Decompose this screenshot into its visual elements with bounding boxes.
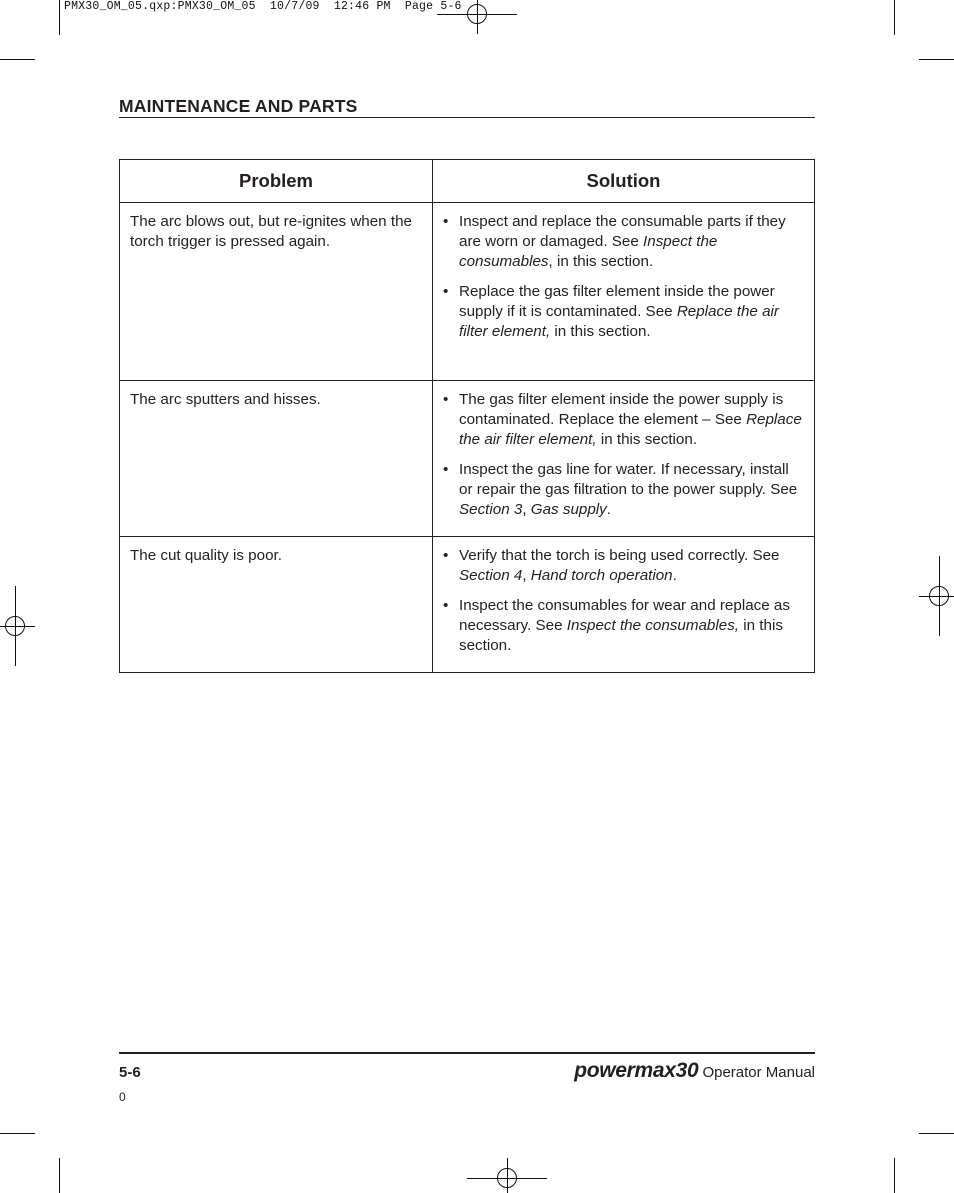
- solution-cell: [433, 203, 815, 381]
- registration-line: [477, 0, 478, 34]
- footer-rule: [119, 1052, 815, 1054]
- brand-footer: [574, 1059, 815, 1083]
- problem-cell: The cut quality is poor.: [120, 537, 433, 673]
- solution-item: • The gas filter element inside the power supply is contaminated. Replace the element – See Replace the air filter element, in this section.: [443, 390, 804, 450]
- title-rule: [119, 117, 815, 118]
- cross-reference: Gas supply: [530, 501, 607, 518]
- crop-mark: [894, 1158, 895, 1193]
- solution-item: • Replace the gas filter element inside the power supply if it is contaminated. See Replace the air filter element, in this section.: [443, 282, 804, 342]
- registration-line: [919, 596, 954, 597]
- table-row: [120, 381, 815, 537]
- cross-reference: Inspect the consumables: [459, 233, 718, 270]
- registration-line: [939, 556, 940, 636]
- crop-mark: [0, 1133, 35, 1134]
- brand-text: Operator Manual: [702, 1064, 815, 1081]
- solution-list: [443, 546, 804, 656]
- page-number: 5-6: [119, 1064, 141, 1081]
- table-header-row: [120, 160, 815, 203]
- section-title: MAINTENANCE AND PARTS: [119, 96, 358, 116]
- problem-cell: The arc blows out, but re-ignites when the torch trigger is pressed again.: [120, 203, 433, 381]
- print-slug: PMX30_OM_05.qxp:PMX30_OM_05 10/7/09 12:46 PM Page 5-6: [64, 0, 462, 13]
- crop-mark: [894, 0, 895, 35]
- crop-mark: [59, 1158, 60, 1193]
- problem-cell: The arc sputters and hisses.: [120, 381, 433, 537]
- solution-list: [443, 212, 804, 342]
- crop-mark: [919, 59, 954, 60]
- crop-mark: [59, 0, 60, 35]
- solution-item: • Verify that the torch is being used correctly. See Section 4, Hand torch operation.: [443, 546, 804, 586]
- solution-header: Solution: [433, 160, 815, 203]
- cross-reference: Section 3: [459, 501, 523, 518]
- table-row: [120, 537, 815, 673]
- cross-reference: Section 4: [459, 567, 523, 584]
- cross-reference: Inspect the consumables,: [566, 617, 740, 634]
- table-row: [120, 203, 815, 381]
- solution-item: • Inspect the gas line for water. If necessary, install or repair the gas filtration to the power supply. See Section 3, Gas supply.: [443, 460, 804, 520]
- crop-mark: [919, 1133, 954, 1134]
- cross-reference: Hand torch operation: [530, 567, 673, 584]
- solution-list: [443, 390, 804, 520]
- troubleshooting-table: [119, 159, 815, 673]
- cross-reference: Replace the air filter element,: [459, 303, 779, 340]
- problem-header: Problem: [120, 160, 433, 203]
- solution-item: • Inspect and replace the consumable parts if they are worn or damaged. See Inspect the consumables, in this section.: [443, 212, 804, 272]
- registration-line: [15, 586, 16, 666]
- registration-line: [0, 626, 35, 627]
- cross-reference: Replace the air filter element,: [459, 411, 802, 448]
- small-note: 0: [119, 1090, 126, 1104]
- brand-logo: powermax30: [574, 1059, 699, 1082]
- crop-mark: [0, 59, 35, 60]
- solution-cell: [433, 381, 815, 537]
- solution-cell: [433, 537, 815, 673]
- registration-line: [507, 1158, 508, 1193]
- solution-item: • Inspect the consumables for wear and replace as necessary. See Inspect the consumables, in this section.: [443, 596, 804, 656]
